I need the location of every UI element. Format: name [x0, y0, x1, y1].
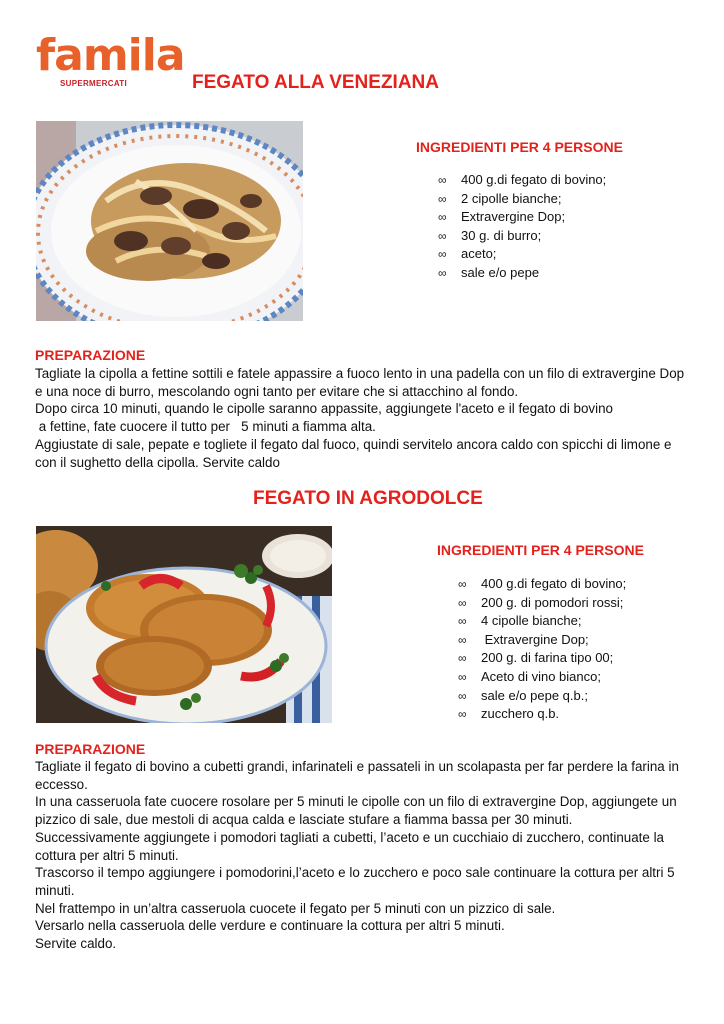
ingredient-item: ∞ 200 g. di pomodori rossi; — [458, 594, 626, 613]
infinity-bullet-icon: ∞ — [438, 191, 447, 206]
recipe-2-ingredients-heading: INGREDIENTI PER 4 PERSONE — [437, 542, 644, 558]
preparation-line: cottura per altri 5 minuti. — [35, 847, 179, 863]
recipe-2-ingredients-list — [458, 575, 626, 724]
preparation-line: eccesso. — [35, 776, 88, 792]
infinity-bullet-icon: ∞ — [438, 265, 447, 280]
preparation-line: Nel frattempo in un’altra casseruola cuocete il fegato per 5 minuti con un pizzico di sale. — [35, 900, 556, 916]
preparation-line: Aggiustate di sale, pepate e togliete il fegato dal fuoco, quindi servitelo ancora caldo con spicchi di limone e — [35, 436, 672, 452]
recipe-1-ingredients-list — [438, 171, 606, 283]
preparation-line: con il sughetto della cipolla. Servite caldo — [35, 454, 280, 470]
ingredient-item: ∞ Extravergine Dop; — [438, 208, 606, 227]
infinity-bullet-icon: ∞ — [438, 173, 447, 187]
preparation-line: Tagliate il fegato di bovino a cubetti grandi, infarinateli e passateli in un scolapasta per far perdere la farina in — [35, 759, 679, 774]
preparation-line: In una casseruola fate cuocere rosolare per 5 minuti le cipolle con un filo di extravergine Dop, aggiungete un — [35, 794, 677, 810]
ingredient-item: ∞ 30 g. di burro; — [438, 227, 606, 246]
infinity-bullet-icon: ∞ — [438, 228, 447, 243]
preparation-line: Versarlo nella casseruola delle verdure e continuare la cottura per altri 5 minuti. — [35, 918, 505, 934]
ingredient-item: ∞ 400 g.di fegato di bovino; — [438, 171, 606, 190]
preparation-line: Successivamente aggiungete i pomodori tagliati a cubetti, l’aceto e un cucchiaio di zucchero, continuate la — [35, 829, 664, 845]
preparation-line: Tagliate la cipolla a fettine sottili e fatele appassire a fuoco lento in una padella con un filo di extravergine Dop — [35, 366, 685, 381]
preparation-line: minuti. — [35, 882, 75, 898]
recipe-2-preparation-heading: PREPARAZIONE — [35, 741, 146, 757]
recipe-1-ingredients-heading: INGREDIENTI PER 4 PERSONE — [416, 139, 623, 155]
ingredient-item: ∞ sale e/o pepe q.b.; — [458, 687, 626, 706]
ingredient-item: ∞ 200 g. di farina tipo 00; — [458, 649, 626, 668]
logo-wordmark: famila — [36, 30, 185, 81]
recipe-1-title: FEGATO ALLA VENEZIANA — [192, 72, 439, 93]
infinity-bullet-icon: ∞ — [458, 688, 467, 703]
ingredient-item: ∞ zucchero q.b. — [458, 705, 626, 724]
logo-tagline: SUPERMERCATI — [60, 79, 128, 88]
preparation-line: Servite caldo. — [35, 936, 117, 952]
preparation-line: Dopo circa 10 minuti, quando le cipolle saranno appassite, aggiungete l'aceto e il fegato di bovino — [35, 401, 613, 417]
recipe-1-preparation-heading: PREPARAZIONE — [35, 347, 146, 363]
recipe-2-preparation-text — [35, 758, 679, 953]
infinity-bullet-icon: ∞ — [438, 210, 447, 225]
ingredient-item: ∞ Extravergine Dop; — [458, 631, 626, 650]
preparation-line: e una noce di burro, mescolando ogni tanto per evitare che si attacchino al fondo. — [35, 383, 519, 399]
infinity-bullet-icon: ∞ — [458, 669, 467, 684]
recipe-2-photo — [36, 526, 332, 723]
infinity-bullet-icon: ∞ — [458, 595, 467, 610]
breaded-liver-plate-image — [36, 526, 332, 723]
infinity-bullet-icon: ∞ — [438, 247, 447, 262]
infinity-bullet-icon: ∞ — [458, 651, 467, 666]
infinity-bullet-icon: ∞ — [458, 632, 467, 647]
preparation-line: pizzico di sale, due mestoli di acqua calda e lasciate stufare a fiamma bassa per 30 minuti. — [35, 812, 573, 828]
recipe-1-preparation-text — [35, 365, 684, 471]
recipe-1-photo — [36, 121, 303, 321]
liver-onions-plate-image — [36, 121, 303, 321]
famila-logo — [36, 30, 185, 94]
preparation-line: a fettine, fate cuocere il tutto per 5 minuti a fiamma alta. — [35, 419, 376, 435]
ingredient-item: ∞ aceto; — [438, 245, 606, 264]
ingredient-item: ∞ 4 cipolle bianche; — [458, 612, 626, 631]
ingredient-item: ∞ sale e/o pepe — [438, 264, 606, 283]
ingredient-item: ∞ 400 g.di fegato di bovino; — [458, 575, 626, 594]
ingredient-item: ∞ 2 cipolle bianche; — [438, 190, 606, 209]
infinity-bullet-icon: ∞ — [458, 614, 467, 629]
infinity-bullet-icon: ∞ — [458, 707, 467, 722]
recipe-2-title: FEGATO IN AGRODOLCE — [253, 488, 483, 509]
infinity-bullet-icon: ∞ — [458, 577, 467, 591]
ingredient-item: ∞ Aceto di vino bianco; — [458, 668, 626, 687]
preparation-line: Trascorso il tempo aggiungere i pomodorini,l’aceto e lo zucchero e poco sale continuare la cottura per altri 5 — [35, 865, 675, 881]
